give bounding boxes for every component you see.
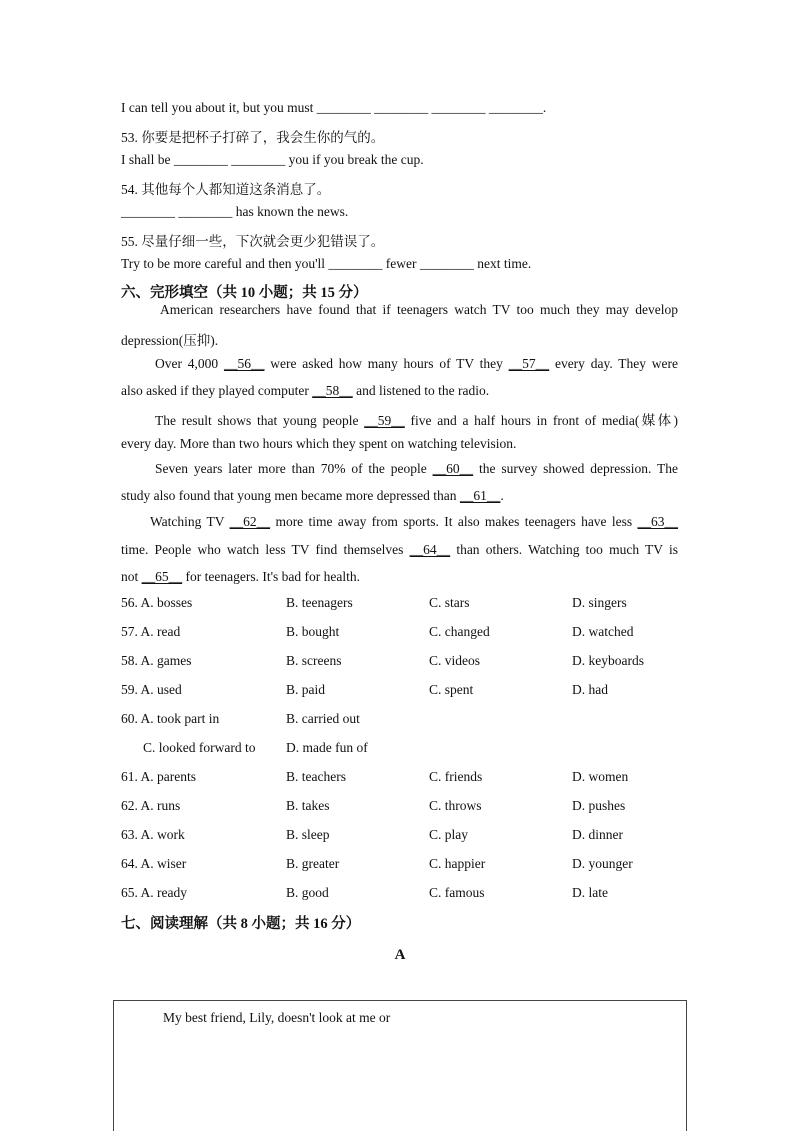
sentence-52-english: I can tell you about it, but you must ________ ________ ________ ________.	[121, 100, 547, 115]
cloze-paragraph-3-line-1	[155, 409, 678, 429]
cloze-text: time. People who watch less TV find themselves	[121, 542, 410, 557]
option-61-c: C. friends	[429, 769, 483, 784]
option-56-a: 56. A. bosses	[121, 595, 193, 610]
cloze-text: than others. Watching too much TV is	[450, 542, 678, 557]
cloze-text: and listened to the radio.	[352, 383, 490, 398]
option-57-d: D. watched	[572, 624, 634, 639]
cloze-paragraph-4-line-1	[155, 461, 678, 477]
option-65-d: D. late	[572, 885, 608, 900]
option-65-c: C. famous	[429, 885, 485, 900]
cloze-text: more time away from sports. It also makes teenagers have less	[270, 514, 638, 529]
option-63-a: 63. A. work	[121, 827, 185, 842]
blank-59: __59__	[364, 413, 405, 428]
question-55-english: Try to be more careful and then you'll ________ fewer ________ next time.	[121, 256, 532, 271]
option-58-c: C. videos	[429, 653, 481, 668]
option-58-a: 58. A. games	[121, 653, 192, 668]
blank-61: __61__	[459, 488, 501, 503]
question-53-english: I shall be ________ ________ you if you break the cup.	[121, 152, 424, 167]
option-63-b: B. sleep	[286, 827, 330, 842]
option-64-d: D. younger	[572, 856, 633, 871]
cloze-text: also asked if they played computer	[121, 383, 313, 398]
cloze-paragraph-2-line-1	[155, 356, 678, 372]
blank-58: __58__	[312, 383, 353, 398]
option-58-d: D. keyboards	[572, 653, 644, 668]
cloze-paragraph-5-line-2	[121, 542, 678, 558]
cloze-text: five and a half hours in front of media(媒体)	[404, 413, 678, 428]
option-60-a: 60. A. took part in	[121, 711, 220, 726]
question-54-chinese: 54. 其他每个人都知道这条消息了。	[121, 182, 331, 197]
reading-section-heading: 七、阅读理解（共 8 小题；共 16 分）	[121, 916, 361, 932]
cloze-text: not	[121, 569, 142, 584]
cloze-paragraph-4-line-2	[121, 488, 504, 504]
cloze-text: Over 4,000	[155, 356, 224, 371]
option-59-a: 59. A. used	[121, 682, 182, 697]
cloze-section-heading: 六、完形填空（共 10 小题；共 15 分）	[121, 285, 368, 301]
cloze-text: The result shows that young people	[155, 413, 365, 428]
option-63-d: D. dinner	[572, 827, 623, 842]
option-64-c: C. happier	[429, 856, 486, 871]
cloze-text: study also found that young men became more depressed than	[121, 488, 460, 503]
option-65-b: B. good	[286, 885, 329, 900]
option-64-a: 64. A. wiser	[121, 856, 187, 871]
cloze-paragraph-5-line-1	[150, 514, 678, 530]
cloze-paragraph-1-line-1: American researchers have found that if teenagers watch TV too much they may develop	[160, 302, 678, 317]
question-54-english: ________ ________ has known the news.	[121, 204, 349, 219]
passage-a-first-line: My best friend, Lily, doesn't look at me or	[163, 1010, 391, 1025]
cloze-text: Watching TV	[150, 514, 230, 529]
option-63-c: C. play	[429, 827, 468, 842]
option-61-a: 61. A. parents	[121, 769, 196, 784]
option-60-d: D. made fun of	[286, 740, 368, 755]
option-62-d: D. pushes	[572, 798, 626, 813]
cloze-paragraph-3-line-2: every day. More than two hours which they spent on watching television.	[121, 436, 517, 451]
option-57-b: B. bought	[286, 624, 340, 639]
option-60-c: C. looked forward to	[143, 740, 256, 755]
option-56-b: B. teenagers	[286, 595, 353, 610]
option-59-d: D. had	[572, 682, 608, 697]
option-61-b: B. teachers	[286, 769, 346, 784]
option-57-a: 57. A. read	[121, 624, 181, 639]
option-62-c: C. throws	[429, 798, 482, 813]
blank-65: __65__	[141, 569, 183, 584]
cloze-text: were asked how many hours of TV they	[264, 356, 509, 371]
blank-56: __56__	[223, 356, 265, 371]
cloze-text: the survey showed depression. The	[473, 461, 678, 476]
blank-63: __63__	[637, 514, 678, 529]
blank-57: __57__	[508, 356, 550, 371]
option-56-d: D. singers	[572, 595, 627, 610]
cloze-paragraph-1-line-2: depression(压抑).	[121, 333, 219, 348]
option-60-b: B. carried out	[286, 711, 360, 726]
option-61-d: D. women	[572, 769, 629, 784]
option-64-b: B. greater	[286, 856, 340, 871]
option-56-c: C. stars	[429, 595, 470, 610]
cloze-paragraph-2-line-2	[121, 383, 489, 399]
option-62-a: 62. A. runs	[121, 798, 181, 813]
option-65-a: 65. A. ready	[121, 885, 187, 900]
option-59-b: B. paid	[286, 682, 325, 697]
cloze-text: Seven years later more than 70% of the people	[155, 461, 433, 476]
blank-62: __62__	[229, 514, 271, 529]
option-62-b: B. takes	[286, 798, 330, 813]
blank-64: __64__	[409, 542, 451, 557]
question-53-chinese: 53. 你要是把杯子打碎了，我会生你的气的。	[121, 130, 385, 145]
option-58-b: B. screens	[286, 653, 342, 668]
passage-a-title: A	[394, 947, 406, 963]
cloze-text: for teenagers. It's bad for health.	[182, 569, 361, 584]
cloze-text: every day. They were	[549, 356, 678, 371]
question-55-chinese: 55. 尽量仔细一些，下次就会更少犯错误了。	[121, 234, 385, 249]
option-57-c: C. changed	[429, 624, 490, 639]
cloze-text: .	[500, 488, 504, 503]
cloze-paragraph-5-line-3	[121, 569, 360, 585]
option-59-c: C. spent	[429, 682, 474, 697]
blank-60: __60__	[432, 461, 474, 476]
